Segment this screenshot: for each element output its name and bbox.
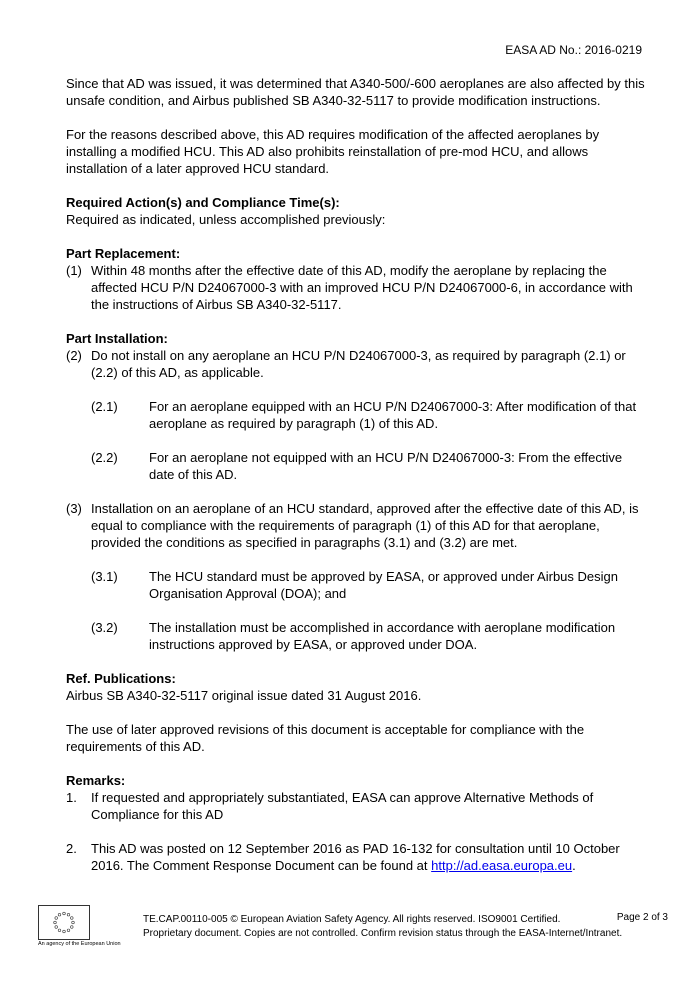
paragraph-number: (2.2): [91, 450, 118, 465]
agency-caption: An agency of the European Union: [38, 941, 121, 947]
remark-2: [66, 840, 646, 874]
ad-number: EASA AD No.: 2016-0219: [505, 43, 642, 57]
paragraph-3: [66, 500, 646, 551]
paragraph-text: Within 48 months after the effective date of this AD, modify the aeroplane by replacing the affected HCU P/N D24067000-3 with an improved HCU P/N D24067000-6, in accordance with the instructions of Airbus SB A340-32-5117.: [91, 263, 633, 312]
remarks-heading: Remarks:: [66, 773, 126, 788]
ref-publications-text: Airbus SB A340-32-5117 original issue dated 31 August 2016.: [66, 688, 422, 703]
paragraph-text: The HCU standard must be approved by EASA, or approved under Airbus Design Organisation Approval (DOA); and: [149, 569, 618, 601]
paragraph-2-1: [91, 398, 646, 432]
paragraph-2-2: [91, 449, 646, 483]
paragraph-text: The installation must be accomplished in accordance with aeroplane modification instructions approved by EASA, or approved under DOA.: [149, 620, 616, 652]
required-actions-heading: Required Action(s) and Compliance Time(s):: [66, 195, 340, 210]
paragraph-text: For an aeroplane equipped with an HCU P/N D24067000-3: After modification of that aeroplane as required by paragraph (1) of this AD.: [149, 399, 637, 431]
document-body: [66, 75, 646, 891]
remark-text: This AD was posted on 12 September 2016 as PAD 16-132 for consultation until 10 October 2016. The Comment Response Document can be found at: [91, 841, 620, 873]
paragraph-text: For an aeroplane not equipped with an HCU P/N D24067000-3: From the effective date of this AD.: [149, 450, 623, 482]
part-installation-heading: Part Installation:: [66, 331, 168, 346]
footer-line-2: Proprietary document. Copies are not controlled. Confirm revision status through the EASA-Internet/Intranet.: [143, 928, 623, 939]
easa-ad-link[interactable]: http://ad.easa.europa.eu: [431, 858, 573, 873]
eu-flag-logo: [38, 905, 90, 940]
ref-publications-heading: Ref. Publications:: [66, 671, 176, 686]
paragraph-number: (3.1): [91, 569, 118, 584]
paragraph-number: (3.2): [91, 620, 118, 635]
paragraph-text: Installation on an aeroplane of an HCU standard, approved after the effective date of this AD, is equal to compliance with the requirements of paragraph (1) of this AD for that aeroplane, provided the conditions as specified in paragraphs (3.1) and (3.2) are met.: [91, 501, 639, 550]
ref-publications-note: The use of later approved revisions of this document is acceptable for compliance with the requirements of this AD.: [66, 722, 585, 754]
part-replacement-heading: Part Replacement:: [66, 246, 181, 261]
paragraph-text: Do not install on any aeroplane an HCU P/N D24067000-3, as required by paragraph (2.1) or (2.2) of this AD, as applicable.: [91, 348, 626, 380]
paragraph-number: (1): [66, 263, 82, 278]
paragraph-1: [66, 262, 646, 313]
paragraph-2: [66, 347, 646, 381]
footer-line-1: TE.CAP.00110-005 © European Aviation Safety Agency. All rights reserved. ISO9001 Certified.: [143, 914, 561, 925]
remark-text: If requested and appropriately substantiated, EASA can approve Alternative Methods of Compliance for this AD: [91, 790, 594, 822]
remark-number: 2.: [66, 841, 77, 856]
required-actions-text: Required as indicated, unless accomplished previously:: [66, 212, 386, 227]
remark-end: .: [572, 858, 576, 873]
intro-paragraph-1: Since that AD was issued, it was determined that A340-500/-600 aeroplanes are also affected by this unsafe condition, and Airbus published SB A340-32-5117 to provide modification instructions.: [66, 76, 645, 108]
paragraph-number: (2): [66, 348, 82, 363]
paragraph-3-1: [91, 568, 646, 602]
paragraph-number: (2.1): [91, 399, 118, 414]
eu-stars-icon: [39, 906, 89, 939]
paragraph-number: (3): [66, 501, 82, 516]
intro-paragraph-2: For the reasons described above, this AD requires modification of the affected aeroplanes by installing a modified HCU. This AD also prohibits reinstallation of pre-mod HCU, and allows installation of a later approved HCU standard.: [66, 127, 600, 176]
remark-number: 1.: [66, 790, 77, 805]
remark-1: [66, 789, 646, 823]
footer-text: [143, 913, 622, 941]
paragraph-3-2: [91, 619, 646, 653]
page-number: Page 2 of 3: [616, 912, 668, 923]
